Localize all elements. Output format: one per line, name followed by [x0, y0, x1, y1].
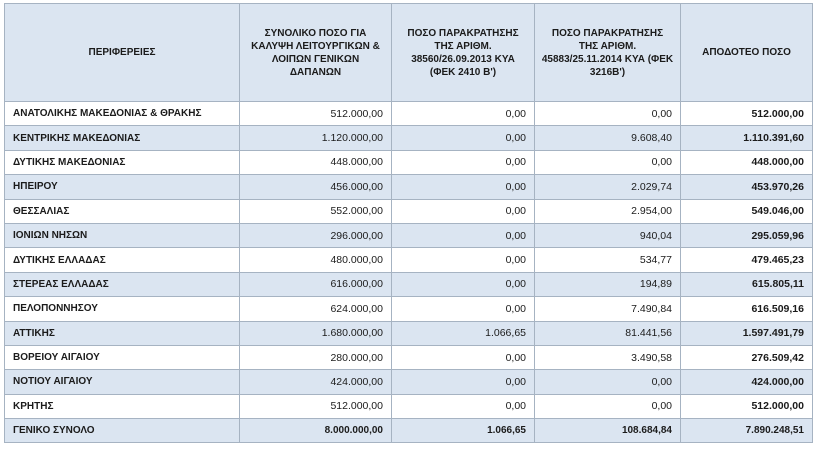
total-amount-cell: 480.000,00 — [240, 248, 392, 272]
region-cell: ΔΥΤΙΚΗΣ ΜΑΚΕΔΟΝΙΑΣ — [5, 150, 240, 174]
table-row — [5, 223, 813, 247]
withholding-2013-cell: 0,00 — [392, 272, 535, 296]
total-amount-cell: 1.120.000,00 — [240, 126, 392, 150]
region-cell: ΒΟΡΕΙΟΥ ΑΙΓΑΙΟΥ — [5, 345, 240, 369]
table-header — [5, 4, 813, 102]
withholding-2013-cell: 0,00 — [392, 223, 535, 247]
region-cell: ΚΕΝΤΡΙΚΗΣ ΜΑΚΕΔΟΝΙΑΣ — [5, 126, 240, 150]
total-amount-cell: 1.680.000,00 — [240, 321, 392, 345]
total-amount-cell: 296.000,00 — [240, 223, 392, 247]
withholding-2014-cell: 3.490,58 — [535, 345, 681, 369]
header-withholding-2014: ΠΟΣΟ ΠΑΡΑΚΡΑΤΗΣΗΣ ΤΗΣ ΑΡΙΘΜ. 45883/25.11.2014 ΚΥΑ (ΦΕΚ 3216Β') — [535, 4, 681, 102]
table-row — [5, 175, 813, 199]
total-amount-cell: 512.000,00 — [240, 394, 392, 418]
table-row — [5, 370, 813, 394]
header-regions: ΠΕΡΙΦΕΡΕΙΕΣ — [5, 4, 240, 102]
total-amount-cell: 512.000,00 — [240, 102, 392, 126]
table-row — [5, 102, 813, 126]
total-amount-cell: 448.000,00 — [240, 150, 392, 174]
region-cell: ΣΤΕΡΕΑΣ ΕΛΛΑΔΑΣ — [5, 272, 240, 296]
table-row — [5, 297, 813, 321]
payable-amount-cell: 276.509,42 — [681, 345, 813, 369]
total-amount-cell: 552.000,00 — [240, 199, 392, 223]
withholding-2014-cell: 0,00 — [535, 370, 681, 394]
withholding-2014-cell: 534,77 — [535, 248, 681, 272]
withholding-2013-cell: 1.066,65 — [392, 321, 535, 345]
withholding-2014-cell: 940,04 — [535, 223, 681, 247]
payable-amount-cell: 1.110.391,60 — [681, 126, 813, 150]
withholding-2014-cell: 0,00 — [535, 102, 681, 126]
grand-total-row — [5, 419, 813, 443]
payable-amount-cell: 512.000,00 — [681, 102, 813, 126]
header-withholding-2013: ΠΟΣΟ ΠΑΡΑΚΡΑΤΗΣΗΣ ΤΗΣ ΑΡΙΘΜ. 38560/26.09.2013 ΚΥΑ (ΦΕΚ 2410 Β') — [392, 4, 535, 102]
region-cell: ΙΟΝΙΩΝ ΝΗΣΩΝ — [5, 223, 240, 247]
payable-amount-cell: 424.000,00 — [681, 370, 813, 394]
total-amount-cell: 280.000,00 — [240, 345, 392, 369]
withholding-2013-cell: 0,00 — [392, 102, 535, 126]
payable-amount-cell: 549.046,00 — [681, 199, 813, 223]
header-payable-amount: ΑΠΟΔΟΤΕΟ ΠΟΣΟ — [681, 4, 813, 102]
withholding-2014-cell: 81.441,56 — [535, 321, 681, 345]
grand-total-withholding-2013: 1.066,65 — [392, 419, 535, 443]
withholding-2013-cell: 0,00 — [392, 199, 535, 223]
table-row — [5, 126, 813, 150]
region-cell: ΚΡΗΤΗΣ — [5, 394, 240, 418]
withholding-2014-cell: 9.608,40 — [535, 126, 681, 150]
withholding-2013-cell: 0,00 — [392, 394, 535, 418]
withholding-2014-cell: 2.954,00 — [535, 199, 681, 223]
region-cell: ΗΠΕΙΡΟΥ — [5, 175, 240, 199]
total-amount-cell: 424.000,00 — [240, 370, 392, 394]
withholding-2014-cell: 0,00 — [535, 150, 681, 174]
withholding-2013-cell: 0,00 — [392, 248, 535, 272]
table-row — [5, 321, 813, 345]
header-total-amount: ΣΥΝΟΛΙΚΟ ΠΟΣΟ ΓΙΑ ΚΑΛΥΨΗ ΛΕΙΤΟΥΡΓΙΚΩΝ & ΛΟΙΠΩΝ ΓΕΝΙΚΩΝ ΔΑΠΑΝΩΝ — [240, 4, 392, 102]
withholding-2014-cell: 0,00 — [535, 394, 681, 418]
table-row — [5, 345, 813, 369]
header-row — [5, 4, 813, 102]
payable-amount-cell: 615.805,11 — [681, 272, 813, 296]
payable-amount-cell: 453.970,26 — [681, 175, 813, 199]
withholding-2014-cell: 194,89 — [535, 272, 681, 296]
region-cell: ΔΥΤΙΚΗΣ ΕΛΛΑΔΑΣ — [5, 248, 240, 272]
total-amount-cell: 624.000,00 — [240, 297, 392, 321]
table-body — [5, 102, 813, 419]
table-row — [5, 272, 813, 296]
payable-amount-cell: 448.000,00 — [681, 150, 813, 174]
total-amount-cell: 616.000,00 — [240, 272, 392, 296]
grand-total-payable: 7.890.248,51 — [681, 419, 813, 443]
withholding-2013-cell: 0,00 — [392, 297, 535, 321]
table-footer — [5, 419, 813, 443]
withholding-2014-cell: 7.490,84 — [535, 297, 681, 321]
payable-amount-cell: 512.000,00 — [681, 394, 813, 418]
table-row — [5, 248, 813, 272]
payable-amount-cell: 616.509,16 — [681, 297, 813, 321]
region-cell: ΝΟΤΙΟΥ ΑΙΓΑΙΟΥ — [5, 370, 240, 394]
withholding-2013-cell: 0,00 — [392, 345, 535, 369]
withholding-2013-cell: 0,00 — [392, 126, 535, 150]
region-cell: ΘΕΣΣΑΛΙΑΣ — [5, 199, 240, 223]
payable-amount-cell: 295.059,96 — [681, 223, 813, 247]
allocation-table — [4, 3, 813, 443]
region-cell: ΑΤΤΙΚΗΣ — [5, 321, 240, 345]
withholding-2013-cell: 0,00 — [392, 175, 535, 199]
payable-amount-cell: 1.597.491,79 — [681, 321, 813, 345]
total-amount-cell: 456.000,00 — [240, 175, 392, 199]
allocation-table-container — [4, 3, 812, 443]
table-row — [5, 150, 813, 174]
table-row — [5, 199, 813, 223]
withholding-2013-cell: 0,00 — [392, 370, 535, 394]
withholding-2013-cell: 0,00 — [392, 150, 535, 174]
grand-total-withholding-2014: 108.684,84 — [535, 419, 681, 443]
payable-amount-cell: 479.465,23 — [681, 248, 813, 272]
table-row — [5, 394, 813, 418]
withholding-2014-cell: 2.029,74 — [535, 175, 681, 199]
region-cell: ΠΕΛΟΠΟΝΝΗΣΟΥ — [5, 297, 240, 321]
region-cell: ΑΝΑΤΟΛΙΚΗΣ ΜΑΚΕΔΟΝΙΑΣ & ΘΡΑΚΗΣ — [5, 102, 240, 126]
grand-total-label: ΓΕΝΙΚΟ ΣΥΝΟΛΟ — [5, 419, 240, 443]
grand-total-amount: 8.000.000,00 — [240, 419, 392, 443]
